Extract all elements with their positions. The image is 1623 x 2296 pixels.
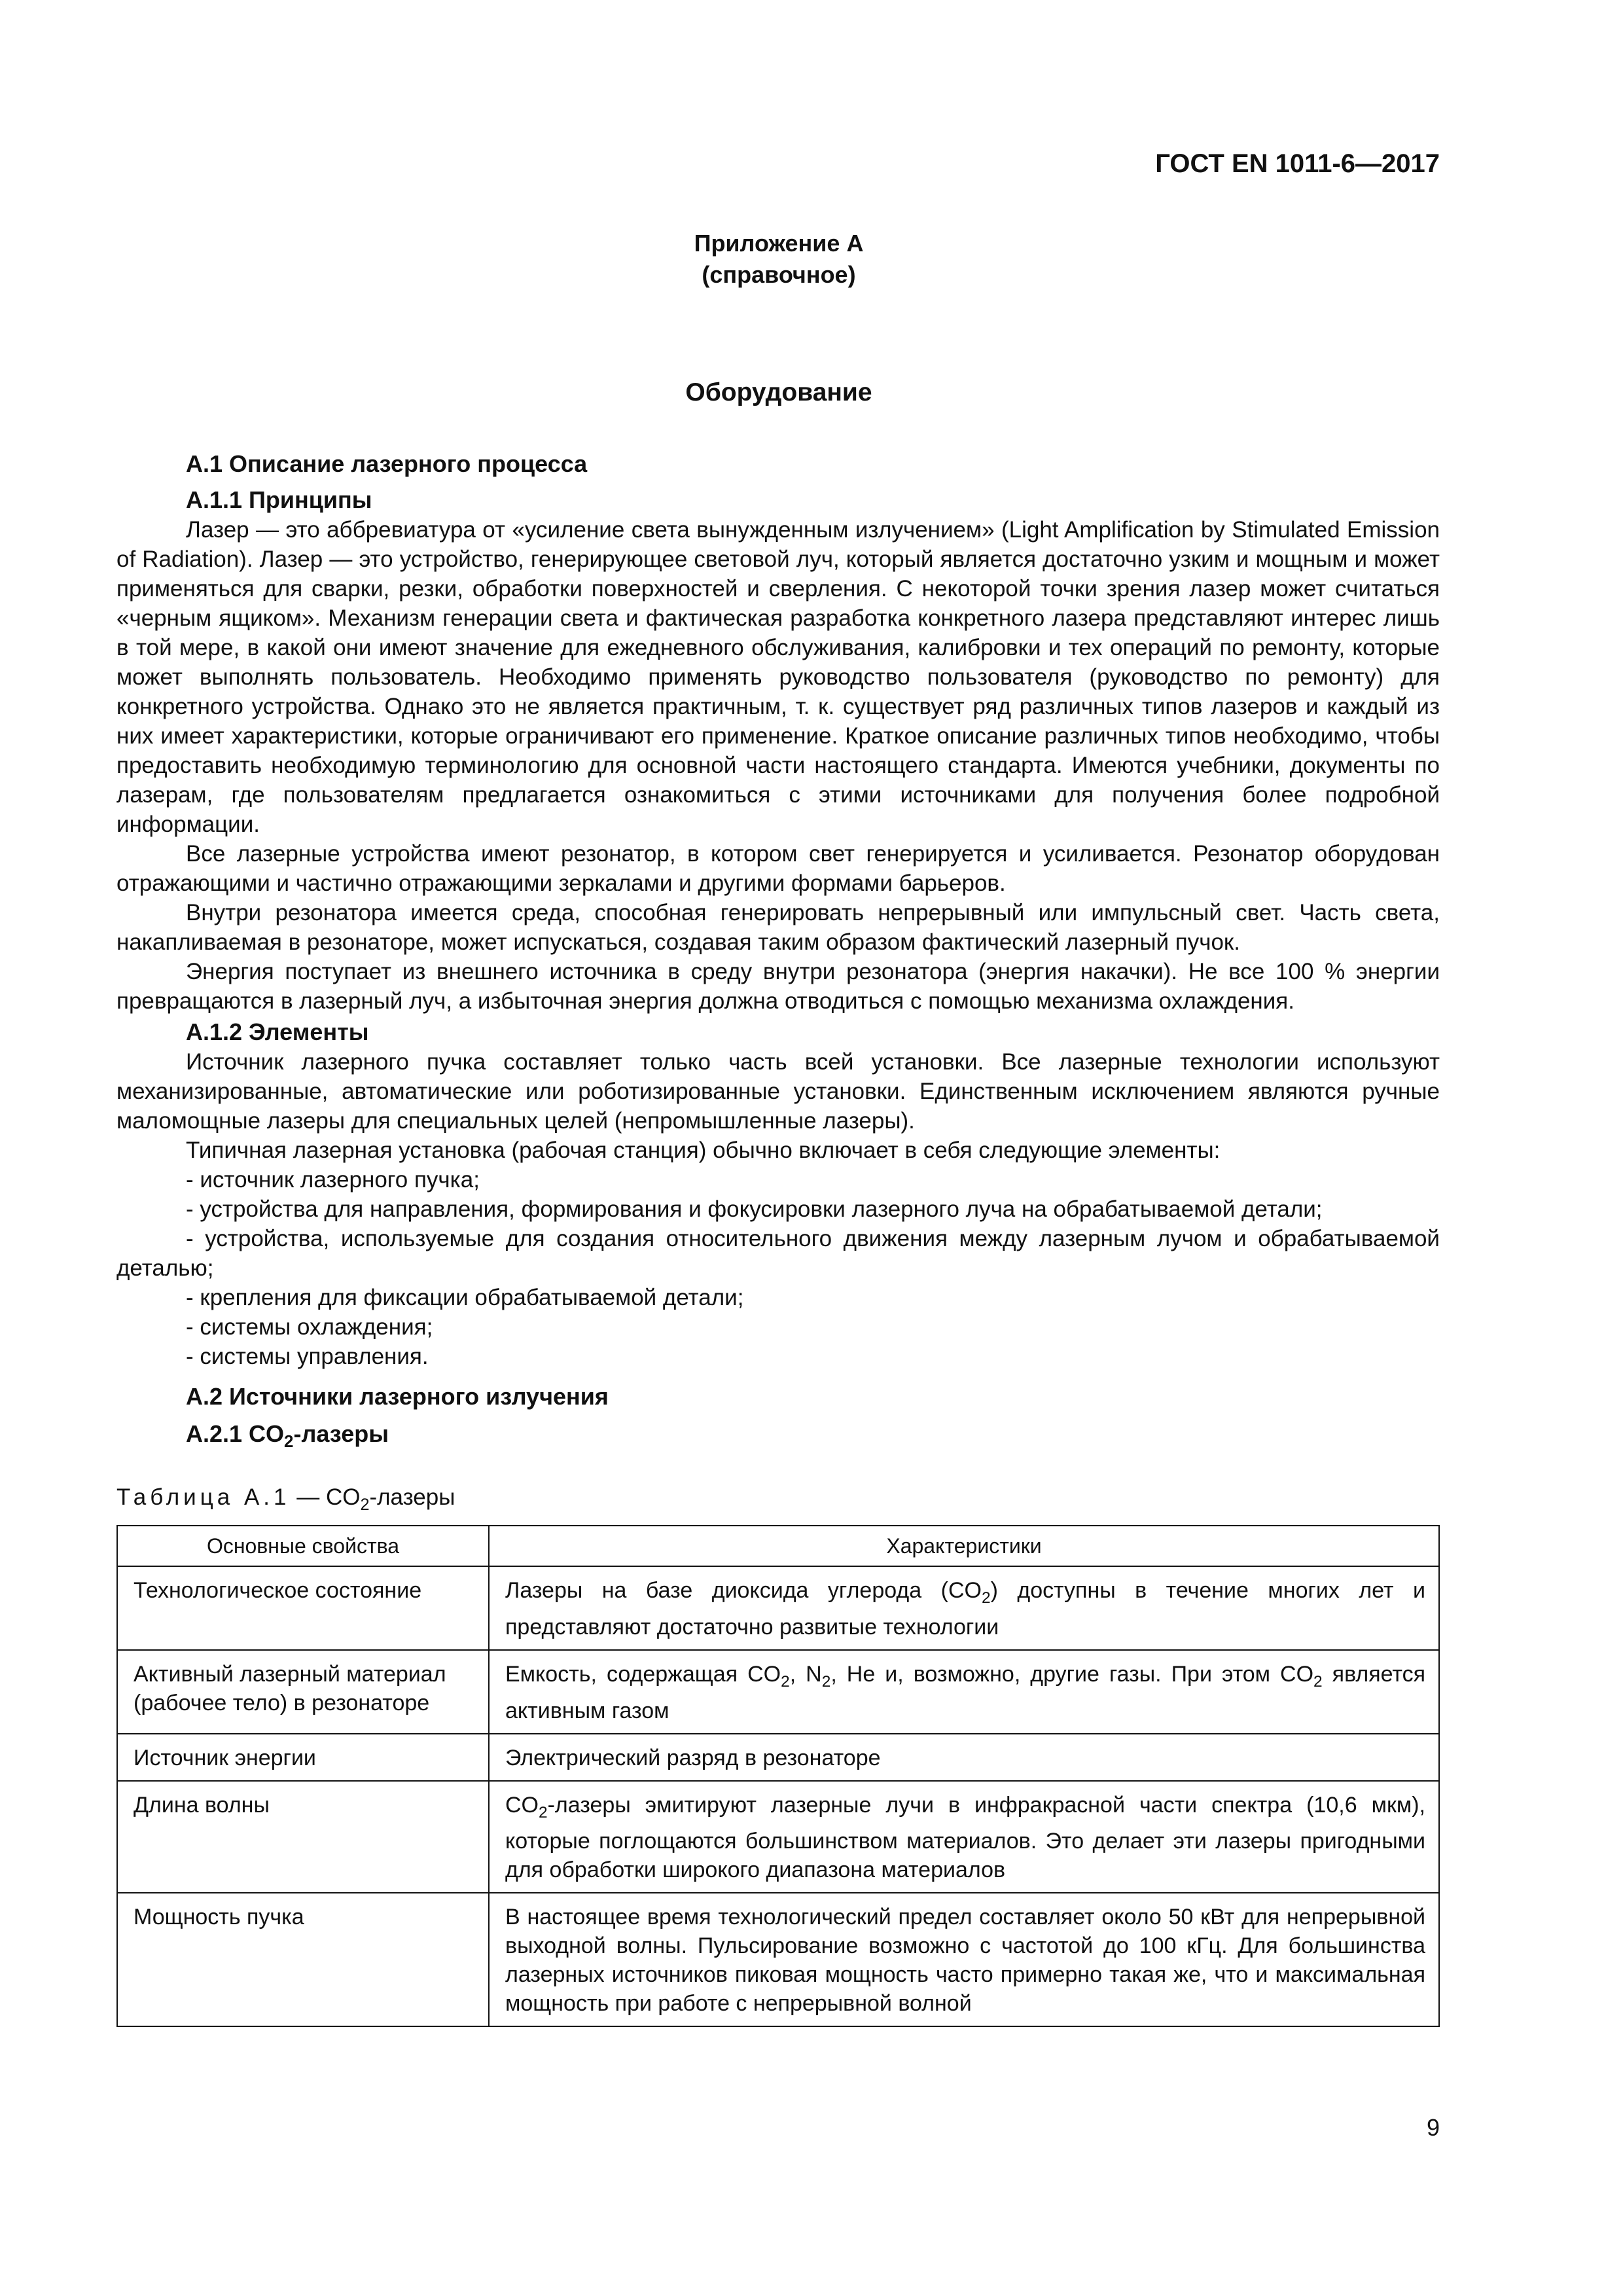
heading-a2: А.2 Источники лазерного излучения — [186, 1383, 609, 1410]
annex-heading — [0, 228, 1558, 291]
paragraph: Лазер — это аббревиатура от «усиление света вынужденным излучением» (Light Amplification by Stimulated Emission of Radiation). Лазер — это устройство, генерирующее световой луч, который является достаточно узким и мощным и может применяться для сварки, резки, обработки поверхностей и сверления. С некоторой точки зрения лазер может считаться «черным ящиком». Механизм генерации света и фактическая разработка конкретного лазера представляют интерес лишь в той мере, в какой они имеют значение для ежедневного обслуживания, калибровки и тех операций по ремонту, которые может выполнять пользователь. Необходимо применять руководство пользователя (руководство по ремонту) для конкретного устройства. Однако это не является практичным, т. к. существует ряд различных типов лазеров и каждый из них имеет характеристики, которые ограничивают его применение. Краткое описание различных типов необходимо, чтобы предоставить необходимую терминологию для основной части настоящего стандарта. Имеются учебники, документы по лазерам, где пользователям предлагается ознакомиться с этими источниками для получения более подробной информации. — [116, 517, 1440, 837]
a12-text — [116, 1047, 1440, 1371]
paragraph: Энергия поступает из внешнего источника в среду внутри резонатора (энергия накачки). Не все 100 % энергии превращаются в лазерный луч, а избыточная энергия должна отводиться с помощью механизма охлаждения. — [116, 959, 1440, 1014]
property-cell: Мощность пучка — [117, 1893, 489, 2026]
co2-laser-table — [116, 1525, 1440, 2027]
page-number: 9 — [1426, 2114, 1440, 2141]
list-item: - устройства для направления, формирования и фокусировки лазерного луча на обрабатываемой детали; — [186, 1196, 1323, 1222]
list-item: - крепления для фиксации обрабатываемой детали; — [186, 1285, 744, 1310]
characteristic-cell: Лазеры на базе диоксида углерода $(CO_2)$ доступны в течение многих лет и представляют достаточно развитые технологии — [489, 1566, 1439, 1650]
table-caption: Таблица А.1 — $CO_2$-лазеры — [116, 1484, 455, 1514]
annex-status: (справочное) — [702, 261, 856, 288]
heading-a12: А.1.2 Элементы — [186, 1018, 369, 1045]
property-cell: Источник энергии — [117, 1734, 489, 1781]
property-cell: Технологическое состояние — [117, 1566, 489, 1650]
section-title: Оборудование — [685, 378, 872, 406]
table-row — [117, 1650, 1439, 1734]
table-header: Характеристики — [489, 1526, 1439, 1566]
characteristic-cell: Емкость, содержащая $CO_2$, $N_2$, He и, возможно, другие газы. При этом $CO_2$ является активным газом — [489, 1650, 1439, 1734]
characteristic-cell: $CO_2$-лазеры эмитируют лазерные лучи в инфракрасной части спектра (10,6 мкм), которые поглощаются большинством материалов. Это делает эти лазеры пригодными для обработки широкого диапазона материалов — [489, 1781, 1439, 1893]
heading-a1: А.1 Описание лазерного процесса — [186, 450, 588, 477]
standard-code: ГОСТ EN 1011-6—2017 — [1155, 149, 1440, 178]
list-item: - устройства, используемые для создания относительного движения между лазерным лучом и обрабатываемой деталью; — [116, 1226, 1440, 1281]
list-item: - системы управления. — [186, 1344, 429, 1369]
table-row — [117, 1566, 1439, 1650]
paragraph: Типичная лазерная установка (рабочая станция) обычно включает в себя следующие элементы: — [186, 1138, 1221, 1163]
annex-title: Приложение А — [694, 230, 864, 257]
heading-a21: А.2.1 $CO_2$-лазеры — [186, 1420, 389, 1452]
table-header-row — [117, 1526, 1439, 1566]
property-cell: Длина волны — [117, 1781, 489, 1893]
table-label: Таблица А.1 — [116, 1484, 291, 1510]
paragraph: Источник лазерного пучка составляет только часть всей установки. Все лазерные технологии используют механизированные, автоматические или роботизированные установки. Единственным исключением являются ручные маломощные лазеры для специальных целей (непромышленные лазеры). — [116, 1049, 1440, 1134]
table-row — [117, 1734, 1439, 1781]
a11-text — [116, 515, 1440, 1016]
list-item: - источник лазерного пучка; — [186, 1167, 480, 1193]
heading-a11: А.1.1 Принципы — [186, 486, 372, 513]
paragraph: Внутри резонатора имеется среда, способная генерировать непрерывный или импульсный свет. Часть света, накапливаемая в резонаторе, может испускаться, создавая таким образом фактический лазерный пучок. — [116, 900, 1440, 955]
table-header: Основные свойства — [117, 1526, 489, 1566]
property-cell: Активный лазерный материал (рабочее тело) в резонаторе — [117, 1650, 489, 1734]
list-item: - системы охлаждения; — [186, 1314, 433, 1340]
characteristic-cell: Электрический разряд в резонаторе — [489, 1734, 1439, 1781]
table-row — [117, 1893, 1439, 2026]
characteristic-cell: В настоящее время технологический предел составляет около 50 кВт для непрерывной выходной волны. Пульсирование возможно с частотой до 100 кГц. Для большинства лазерных источников пиковая мощность часто примерно такая же, что и максимальная мощность при работе с непрерывной волной — [489, 1893, 1439, 2026]
paragraph: Все лазерные устройства имеют резонатор, в котором свет генерируется и усиливается. Резонатор оборудован отражающими и частично отражающими зеркалами и другими формами барьеров. — [116, 841, 1440, 896]
table-row — [117, 1781, 1439, 1893]
